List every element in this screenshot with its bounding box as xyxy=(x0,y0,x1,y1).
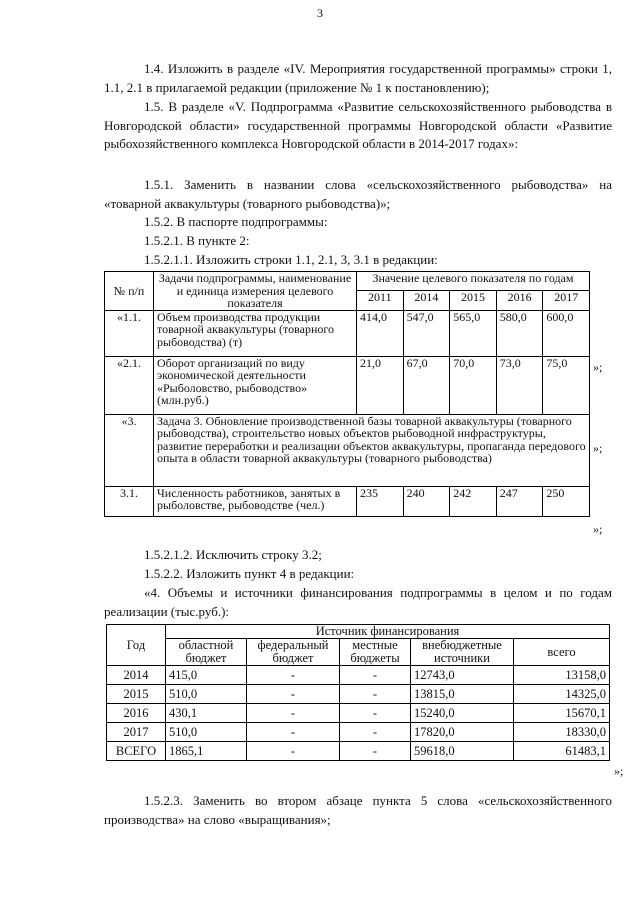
cell-offbudget: 59618,0 xyxy=(411,742,514,761)
header-federal: федеральный бюджет xyxy=(247,639,340,666)
paragraph-1-5-2-1: 1.5.2.1. В пункте 2: xyxy=(144,233,250,248)
cell-federal: - xyxy=(247,685,340,704)
table-row xyxy=(107,666,610,685)
cell-offbudget: 17820,0 xyxy=(411,723,514,742)
header-num: № п/п xyxy=(105,272,154,311)
financing-table xyxy=(106,624,610,761)
header-year: 2016 xyxy=(496,291,543,310)
cell-year: ВСЕГО xyxy=(107,742,166,761)
row-value: 67,0 xyxy=(403,356,450,414)
table-row xyxy=(107,742,610,761)
row-value: 235 xyxy=(357,486,404,516)
table-row xyxy=(105,486,590,516)
page-number: 3 xyxy=(317,6,323,20)
row-value: 21,0 xyxy=(357,356,404,414)
row-value: 70,0 xyxy=(450,356,497,414)
cell-offbudget: 15240,0 xyxy=(411,704,514,723)
cell-total: 18330,0 xyxy=(514,723,610,742)
cell-regional: 510,0 xyxy=(166,723,247,742)
paragraph-1-5-2-3: 1.5.2.3. Заменить во втором абзаце пункта 5 слова «сельскохозяйственного производства» на слово «выращивания»; xyxy=(104,793,612,827)
cell-total: 14325,0 xyxy=(514,685,610,704)
cell-local: - xyxy=(340,723,411,742)
cell-year: 2017 xyxy=(107,723,166,742)
row-value: 250 xyxy=(543,486,590,516)
header-total: всего xyxy=(514,639,610,666)
row-value: 240 xyxy=(403,486,450,516)
header-year: 2014 xyxy=(403,291,450,310)
row-value: 600,0 xyxy=(543,310,590,356)
header-value: Значение целевого показателя по годам xyxy=(357,272,590,291)
row-closing-mark: »; xyxy=(593,360,603,374)
row-value: 414,0 xyxy=(357,310,404,356)
paragraph-1-5-2: 1.5.2. В паспорте подпрограммы: xyxy=(144,214,328,229)
row-value: 547,0 xyxy=(403,310,450,356)
cell-total: 61483,1 xyxy=(514,742,610,761)
header-year: 2015 xyxy=(450,291,497,310)
header-source: Источник финансирования xyxy=(166,625,610,639)
row-closing-mark: »; xyxy=(593,522,603,536)
header-year: 2011 xyxy=(357,291,404,310)
row-num: «2.1. xyxy=(105,356,154,414)
paragraph-1-4: 1.4. Изложить в разделе «IV. Мероприятия государственной программы» строки 1, 1.1, 2.1 в прилагаемой редакции (приложение № 1 к постановлению); xyxy=(104,61,612,95)
cell-federal: - xyxy=(247,723,340,742)
row-value: 75,0 xyxy=(543,356,590,414)
cell-federal: - xyxy=(247,704,340,723)
paragraph-1-5-2-2: 1.5.2.2. Изложить пункт 4 в редакции: xyxy=(144,566,355,581)
header-local: местные бюджеты xyxy=(340,639,411,666)
table-row xyxy=(105,414,590,486)
cell-total: 15670,1 xyxy=(514,704,610,723)
cell-regional: 1865,1 xyxy=(166,742,247,761)
row-value: 580,0 xyxy=(496,310,543,356)
paragraph-1-5-2-1-1: 1.5.2.1.1. Изложить строки 1.1, 2.1, 3, 3.1 в редакции: xyxy=(144,252,438,267)
cell-local: - xyxy=(340,704,411,723)
cell-local: - xyxy=(340,685,411,704)
cell-year: 2016 xyxy=(107,704,166,723)
paragraph-1-5-2-1-2: 1.5.2.1.2. Исключить строку 3.2; xyxy=(144,547,322,562)
row-value: 242 xyxy=(450,486,497,516)
header-regional: областной бюджет xyxy=(166,639,247,666)
cell-federal: - xyxy=(247,742,340,761)
row-task: Оборот организаций по виду экономической деятельности «Рыболовство, рыбоводство» (млн.руб.) xyxy=(154,356,357,414)
row-value: 247 xyxy=(496,486,543,516)
row-task: Задача 3. Обновление производственной базы товарной аквакультуры (товарного рыбоводства), строительство новых объектов рыбоводной инфраструктуры, развитие переработки и реализации объектов аквакультуры, пропаганда передового опыта в области товарной аквакультуры (товарного рыбоводства) xyxy=(154,414,590,486)
cell-federal: - xyxy=(247,666,340,685)
cell-local: - xyxy=(340,742,411,761)
cell-regional: 415,0 xyxy=(166,666,247,685)
cell-regional: 430,1 xyxy=(166,704,247,723)
paragraph-point-4: «4. Объемы и источники финансирования подпрограммы в целом и по годам реализации (тыс.руб.): xyxy=(104,585,612,619)
header-task: Задачи подпрограммы, наименование и единица измерения целевого показателя xyxy=(154,272,357,311)
row-num: «3. xyxy=(105,414,154,486)
cell-offbudget: 12743,0 xyxy=(411,666,514,685)
header-offbudget: внебюджетные источники xyxy=(411,639,514,666)
table-closing-mark: »; xyxy=(614,764,624,778)
row-value: 565,0 xyxy=(450,310,497,356)
cell-total: 13158,0 xyxy=(514,666,610,685)
header-year: Год xyxy=(107,625,166,666)
row-closing-mark: »; xyxy=(593,441,603,455)
row-task: Объем производства продукции товарной аквакультуры (товарного рыбоводства) (т) xyxy=(154,310,357,356)
table-row xyxy=(107,704,610,723)
cell-year: 2015 xyxy=(107,685,166,704)
paragraph-1-5: 1.5. В разделе «V. Подпрограмма «Развитие сельскохозяйственного рыбоводства в Новгородской области» государственной программы Новгородской области «Развитие рыбохозяйственного комплекса Новгородской области в 2014-2017 годах»: xyxy=(104,99,612,151)
row-num: «1.1. xyxy=(105,310,154,356)
row-value: 73,0 xyxy=(496,356,543,414)
table-row xyxy=(105,310,590,356)
table-row xyxy=(107,723,610,742)
table-row xyxy=(105,356,590,414)
target-indicators-table xyxy=(104,271,590,517)
cell-year: 2014 xyxy=(107,666,166,685)
row-num: 3.1. xyxy=(105,486,154,516)
cell-local: - xyxy=(340,666,411,685)
cell-regional: 510,0 xyxy=(166,685,247,704)
table-row xyxy=(107,685,610,704)
cell-offbudget: 13815,0 xyxy=(411,685,514,704)
row-task: Численность работников, занятых в рыболовстве, рыбоводстве (чел.) xyxy=(154,486,357,516)
paragraph-1-5-1: 1.5.1. Заменить в названии слова «сельскохозяйственного рыбоводства» на «товарной аквакультуры (товарного рыбоводства)»; xyxy=(104,177,612,211)
header-year: 2017 xyxy=(543,291,590,310)
